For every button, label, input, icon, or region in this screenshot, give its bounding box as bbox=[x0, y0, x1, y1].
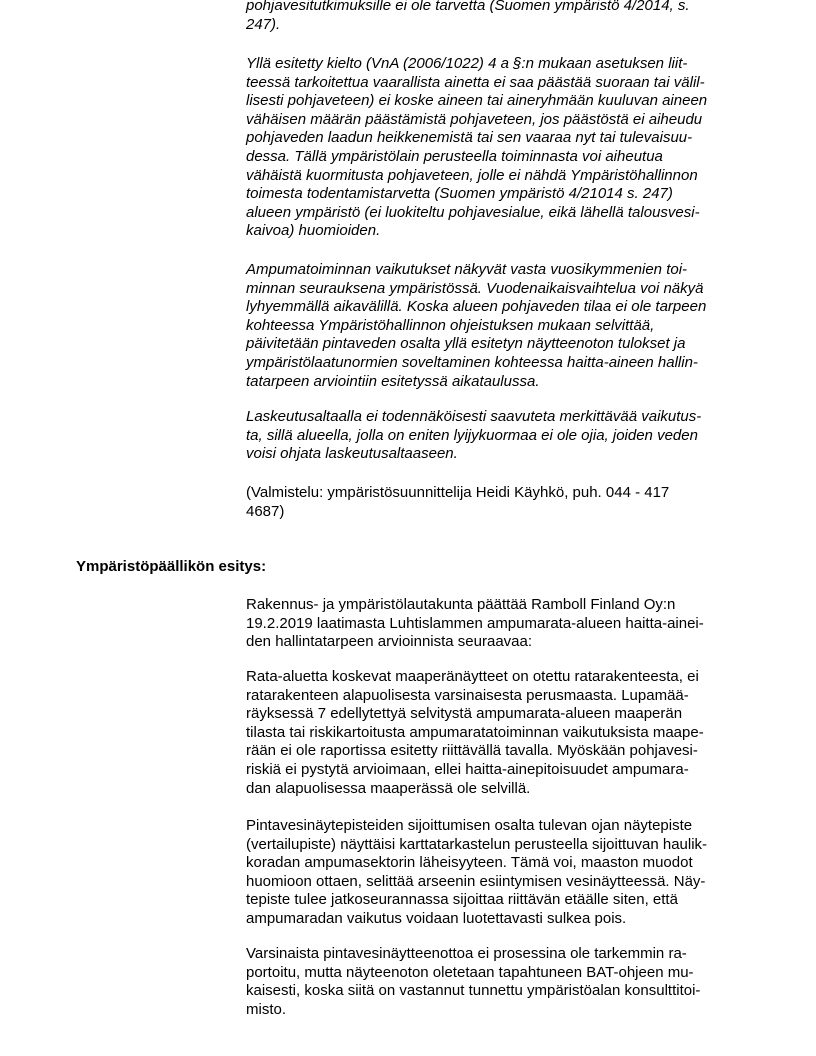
text-line: huomioon ottaen, selittää arseenin esiintymisen vesinäytteessä. Näy- bbox=[246, 872, 706, 890]
text-line: vähäistä kuormitusta pohjaveteen, jolle ei nähdä Ympäristöhallinnon bbox=[246, 166, 698, 184]
text-line: vähäisen määrän päästämistä pohjaveteen, jos päästöstä ei aiheudu bbox=[246, 110, 703, 128]
text-line: 19.2.2019 laatimasta Luhtislammen ampumarata-alueen haitta-ainei- bbox=[246, 614, 704, 632]
text-line: minnan seurauksena ympäristössä. Vuodenaikaisvaihtelua voi näkyä bbox=[246, 279, 704, 297]
text-line: Pintavesinäytepisteiden sijoittumisen osalta tulevan ojan näytepiste bbox=[246, 817, 693, 834]
text-line: toimesta todentamistarvetta (Suomen ympäristö 4/21014 s. 247) bbox=[246, 185, 673, 203]
text-line: Rata-aluetta koskevat maaperänäytteet on otettu ratarakenteesta, ei bbox=[246, 668, 699, 685]
text-line: pohjavesitutkimuksille ei ole tarvetta (Suomen ympäristö 4/2014, s. bbox=[246, 0, 690, 14]
text-line: tatarpeen arviointiin esitetyssä aikataulussa. bbox=[246, 372, 540, 390]
proposal-paragraph-3 bbox=[246, 945, 746, 1019]
top-paragraph-1 bbox=[246, 55, 746, 241]
text-line: kaisesti, koska siitä on vastannut tunnettu ympäristöalan konsulttitoi- bbox=[246, 982, 701, 1000]
text-line: rään ei ole raportissa esitetty riittävällä tavalla. Myöskään pohjavesi- bbox=[246, 742, 698, 760]
text-line: ta, sillä alueella, jolla on eniten lyijykuormaa ei ole ojia, joiden veden bbox=[246, 426, 698, 444]
text-line: dan alapuolisessa maaperässä ole selvillä. bbox=[246, 779, 531, 797]
text-line: Yllä esitetty kielto (VnA (2006/1022) 4 a §:n mukaan asetuksen liit- bbox=[246, 55, 688, 72]
text-line: 4687) bbox=[246, 502, 285, 520]
text-line: pohjaveden laadun heikkenemistä tai sen vaaraa nyt tai tulevaisuu- bbox=[246, 129, 693, 147]
proposal-paragraph-0 bbox=[246, 596, 746, 652]
proposal-paragraph-2 bbox=[246, 817, 746, 929]
text-line: voisi ohjata laskeutusaltaaseen. bbox=[246, 445, 458, 463]
text-line: dessa. Tällä ympäristölain perusteella toiminnasta voi aiheutua bbox=[246, 147, 663, 165]
text-line: kohteessa Ympäristöhallinnon ohjeistuksen mukaan selvittää, bbox=[246, 316, 655, 334]
section-heading: Ympäristöpäällikön esitys: bbox=[76, 558, 267, 575]
text-line: lyhyemmällä aikavälillä. Koska alueen pohjaveden tilaa ei ole tarpeen bbox=[246, 298, 707, 316]
text-line: (Valmistelu: ympäristösuunnittelija Heidi Käyhkö, puh. 044 - 417 bbox=[246, 484, 670, 501]
text-line: tilasta tai riskikartoitusta ampumaratatoiminnan vaikutuksista maape- bbox=[246, 723, 704, 741]
preparer-note bbox=[246, 484, 746, 521]
top-paragraph-2 bbox=[246, 261, 746, 391]
text-line: Rakennus- ja ympäristölautakunta päättää Ramboll Finland Oy:n bbox=[246, 596, 676, 613]
text-line: Ampumatoiminnan vaikutukset näkyvät vasta vuosikymmenien toi- bbox=[246, 261, 688, 278]
text-line: misto. bbox=[246, 1000, 287, 1018]
text-line: päivitetään pintaveden osalta yllä esitetyn näytteenoton tulokset ja bbox=[246, 335, 686, 353]
text-line: tepiste tulee jatkoseurannassa sijoittaa riittävän etäälle siten, että bbox=[246, 891, 678, 909]
text-line: riskiä ei pystytä arvioimaan, ellei haitta-ainepitoisuudet ampumara- bbox=[246, 760, 689, 778]
text-line: teessä tarkoitettua vaarallista ainetta ei saa päästää suoraan tai välil- bbox=[246, 73, 705, 91]
text-line: Laskeutusaltaalla ei todennäköisesti saavuteta merkittävää vaikutus- bbox=[246, 408, 702, 425]
top-paragraph-0 bbox=[246, 0, 746, 34]
top-paragraph-3 bbox=[246, 408, 746, 464]
text-line: portoitu, mutta näyteenoton oletetaan tapahtuneen BAT-ohjeen mu- bbox=[246, 963, 694, 981]
proposal-paragraph-1 bbox=[246, 668, 746, 798]
text-line: ratarakenteen alapuolisesta varsinaisesta perusmaasta. Lupamää- bbox=[246, 686, 689, 704]
text-line: lisesti pohjaveteen) ei koske aineen tai aineryhmään kuuluvan aineen bbox=[246, 92, 708, 110]
text-line: alueen ympäristö (ei luokiteltu pohjavesialue, eikä lähellä talousvesi- bbox=[246, 203, 700, 221]
text-line: (vertailupiste) näyttäisi karttatarkastelun perusteella sijoittuvan haulik- bbox=[246, 835, 708, 853]
text-line: koradan ampumasektorin läheisyyteen. Tämä voi, maaston muodot bbox=[246, 854, 693, 872]
text-line: räyksessä 7 edellytettyä selvitystä ampumarata-alueen maaperän bbox=[246, 705, 683, 723]
text-line: den hallintatarpeen arvioinnista seuraavaa: bbox=[246, 633, 533, 651]
text-line: kaivoa) huomioiden. bbox=[246, 222, 381, 240]
text-line: Varsinaista pintavesinäytteenottoa ei prosessina ole tarkemmin ra- bbox=[246, 945, 687, 962]
text-line: ampumaradan vaikutus voidaan luotettavasti sulkea pois. bbox=[246, 909, 627, 927]
text-line: 247). bbox=[246, 15, 281, 33]
text-line: ympäristölaatunormien soveltaminen kohteessa haitta-aineen hallin- bbox=[246, 353, 698, 371]
